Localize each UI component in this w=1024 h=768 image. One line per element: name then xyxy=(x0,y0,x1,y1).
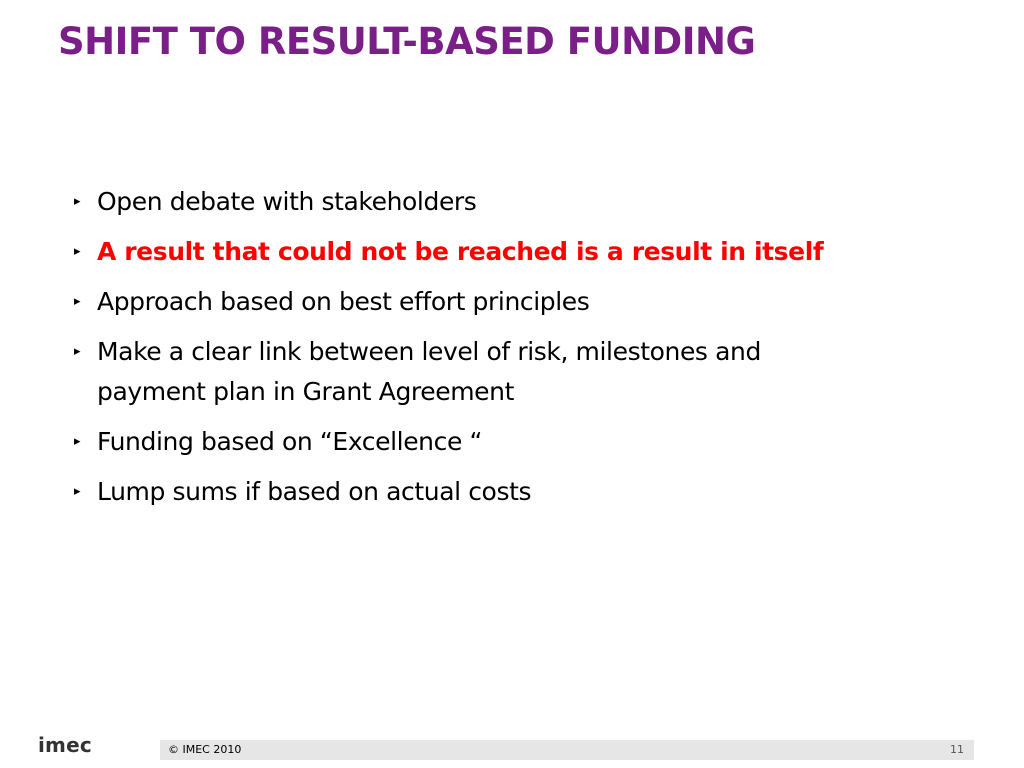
bullet-text: Make a clear link between level of risk, milestones and payment plan in Grant Agreement xyxy=(97,337,761,406)
bullet-item xyxy=(74,232,954,272)
bullet-text: Funding based on “Excellence “ xyxy=(97,427,483,456)
bullet-item xyxy=(74,422,954,462)
slide-title: SHIFT TO RESULT-BASED FUNDING xyxy=(58,20,756,63)
bullet-item xyxy=(74,332,954,412)
bullet-triangle-icon: ▸ xyxy=(74,434,81,449)
bullet-text-emphasis: A result that could not be reached is a result in itself xyxy=(97,237,824,266)
bullet-triangle-icon: ▸ xyxy=(74,194,81,209)
imec-logo: imec xyxy=(38,733,92,757)
bullet-text: Approach based on best effort principles xyxy=(97,287,590,316)
footer-copyright: © IMEC 2010 xyxy=(168,743,242,756)
bullet-text: Open debate with stakeholders xyxy=(97,187,477,216)
bullet-list xyxy=(74,182,954,522)
bullet-text: Lump sums if based on actual costs xyxy=(97,477,532,506)
bullet-triangle-icon: ▸ xyxy=(74,244,81,259)
page-number: 11 xyxy=(950,743,964,756)
bullet-item xyxy=(74,182,954,222)
footer-bar xyxy=(160,740,974,760)
bullet-item xyxy=(74,472,954,512)
bullet-triangle-icon: ▸ xyxy=(74,294,81,309)
bullet-triangle-icon: ▸ xyxy=(74,344,81,359)
bullet-item xyxy=(74,282,954,322)
bullet-triangle-icon: ▸ xyxy=(74,484,81,499)
